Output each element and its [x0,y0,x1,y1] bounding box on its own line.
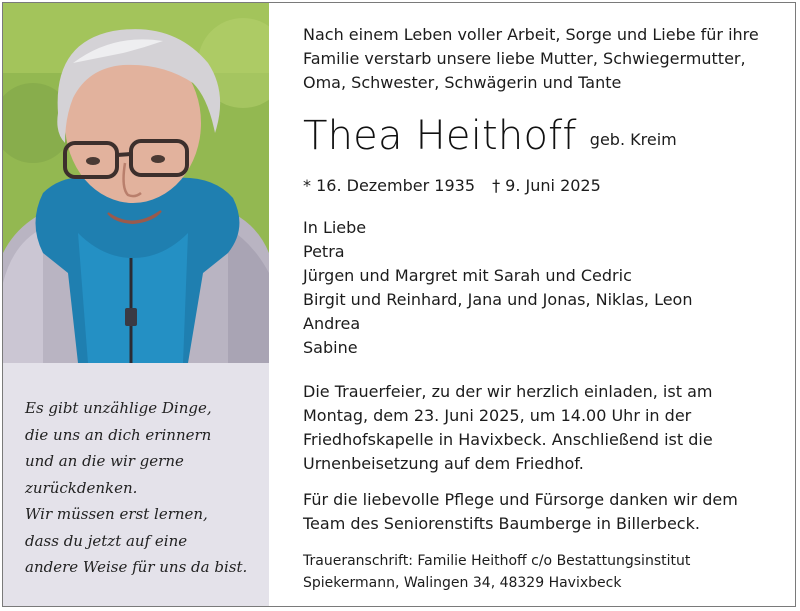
mourner-line: Andrea [303,314,361,333]
thanks-line: Für die liebevolle Pflege und Fürsorge danken wir dem [303,490,738,509]
left-column [3,3,269,606]
birth-date: * 16. Dezember 1935 [303,176,475,195]
death-date: † 9. Juni 2025 [492,176,601,195]
address-line: Spiekermann, Walingen 34, 48329 Havixbeck [303,575,622,591]
quote-line: die uns an dich erinnern [25,425,212,444]
mourner-line: Petra [303,242,345,261]
quote-line: andere Weise für uns da bist. [25,558,248,576]
intro-text [303,23,773,95]
mourner-line: Jürgen und Margret mit Sarah und Cedric [303,266,632,285]
thanks-text [303,488,773,536]
life-dates [303,174,773,198]
mourners-list [303,216,773,360]
intro-line: Oma, Schwester, Schwägerin und Tante [303,73,622,92]
mourner-line: Birgit und Reinhard, Jana und Jonas, Niklas, Leon [303,290,693,309]
funeral-line: Die Trauerfeier, zu der wir herzlich einladen, ist am [303,382,713,401]
maiden-name: geb. Kreim [589,130,677,149]
memorial-quote [25,395,247,581]
mourner-line: In Liebe [303,218,367,237]
funeral-line: Friedhofskapelle in Havixbeck. Anschließend ist die [303,430,713,449]
quote-line: dass du jetzt auf eine [25,531,188,550]
funeral-info [303,380,773,476]
deceased-name: Thea Heithoff [303,113,577,159]
intro-line: Nach einem Leben voller Arbeit, Sorge und Liebe für ihre [303,25,759,44]
quote-box [3,363,269,606]
funeral-line: Urnenbeisetzung auf dem Friedhof. [303,454,584,473]
mourning-address [303,550,773,594]
intro-line: Familie verstarb unsere liebe Mutter, Schwiegermutter, [303,49,746,68]
funeral-line: Montag, dem 23. Juni 2025, um 14.00 Uhr in der [303,406,692,425]
quote-line: und an die wir gerne [25,452,184,470]
notice-text [303,23,773,594]
quote-line: Wir müssen erst lernen, [25,505,208,523]
address-line: Traueranschrift: Familie Heithoff c/o Bestattungsinstitut [303,553,691,569]
mourner-line: Sabine [303,338,358,357]
quote-line: Es gibt unzählige Dinge, [25,399,212,417]
portrait-photo [3,3,269,363]
thanks-line: Team des Seniorenstifts Baumberge in Billerbeck. [303,514,700,533]
obituary-notice [2,2,796,607]
deceased-name-line [303,112,773,164]
quote-line: zurückdenken. [25,478,138,497]
